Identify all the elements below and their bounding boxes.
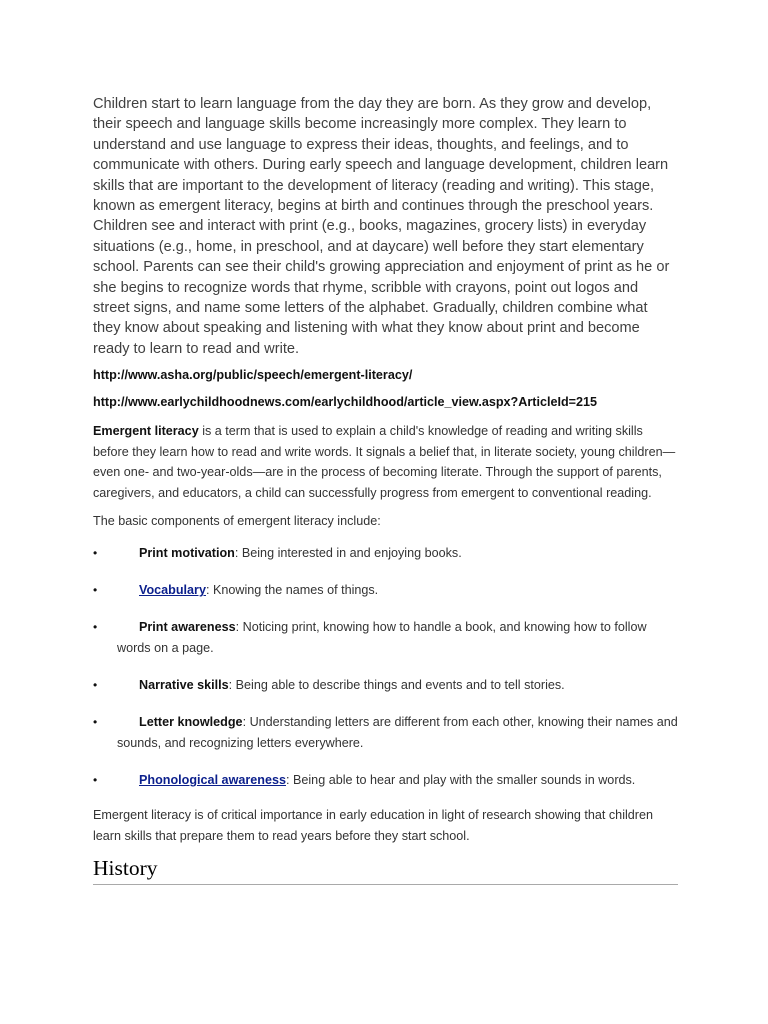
component-term: Print motivation — [139, 546, 235, 561]
bullet-icon: • — [93, 715, 98, 730]
source-url-asha[interactable]: http://www.asha.org/public/speech/emergent-literacy/ — [93, 368, 413, 383]
definition-term: Emergent literacy — [93, 424, 199, 439]
bullet-icon: • — [93, 546, 98, 561]
component-term: Narrative skills — [139, 678, 229, 693]
closing-paragraph: Emergent literacy is of critical importance in early education in light of research showing that children learn skills that prepare them to read years before they start school. — [93, 808, 653, 843]
bullet-icon: • — [93, 678, 98, 693]
component-desc: : Understanding letters are different from each other, knowing their names and sounds, and recognizing letters everywhere. — [117, 715, 678, 751]
list-item — [93, 712, 678, 754]
bullet-icon: • — [93, 773, 98, 788]
vocabulary-link[interactable]: Vocabulary — [139, 583, 206, 598]
list-item — [93, 675, 678, 696]
definition-text: is a term that is used to explain a child's knowledge of reading and writing skills before they learn how to read and write words. It signals a belief that, in literate society, young children—even one- and two-year-olds—are in the process of becoming literate. Through the support of parents, caregivers, and educators, a child can successfully progress from emergent to conventional reading. — [93, 424, 676, 500]
source-url-earlychildhoodnews[interactable]: http://www.earlychildhoodnews.com/earlychildhood/article_view.aspx?ArticleId=215 — [93, 395, 598, 410]
component-desc: : Being able to hear and play with the smaller sounds in words. — [285, 773, 636, 788]
document-page — [93, 94, 678, 885]
section-heading-history: History — [93, 854, 678, 885]
component-desc: : Noticing print, knowing how to handle a book, and knowing how to follow words on a page. — [117, 620, 647, 656]
component-desc: : Being able to describe things and events and to tell stories. — [228, 678, 565, 693]
list-item — [93, 543, 678, 564]
list-item — [93, 770, 678, 791]
components-list — [93, 543, 678, 791]
component-term: Letter knowledge — [139, 715, 243, 730]
list-item — [93, 617, 678, 659]
bullet-icon: • — [93, 583, 98, 598]
component-term: Print awareness — [139, 620, 236, 635]
components-intro: The basic components of emergent literacy include: — [93, 514, 381, 529]
phonological-awareness-link[interactable]: Phonological awareness — [139, 773, 286, 788]
component-desc: : Being interested in and enjoying books. — [234, 546, 462, 561]
component-desc: : Knowing the names of things. — [205, 583, 379, 598]
definition-paragraph — [93, 421, 678, 503]
bullet-icon: • — [93, 620, 98, 635]
intro-paragraph: Children start to learn language from the day they are born. As they grow and develop, their speech and language skills become increasingly more complex. They learn to understand and use language to express their ideas, thoughts, and feelings, and to communicate with others. During early speech and language development, children learn skills that are important to the development of literacy (reading and writing). This stage, known as emergent literacy, begins at birth and continues through the preschool years. Children see and interact with print (e.g., books, magazines, grocery lists) in everyday situations (e.g., home, in preschool, and at daycare) well before they start elementary school. Parents can see their child's growing appreciation and enjoyment of print as he or she begins to recognize words that rhyme, scribble with crayons, point out logos and street signs, and name some letters of the alphabet. Gradually, children combine what they know about speaking and listening with what they know about print and become ready to learn to read and write. — [93, 96, 670, 357]
list-item — [93, 580, 678, 601]
